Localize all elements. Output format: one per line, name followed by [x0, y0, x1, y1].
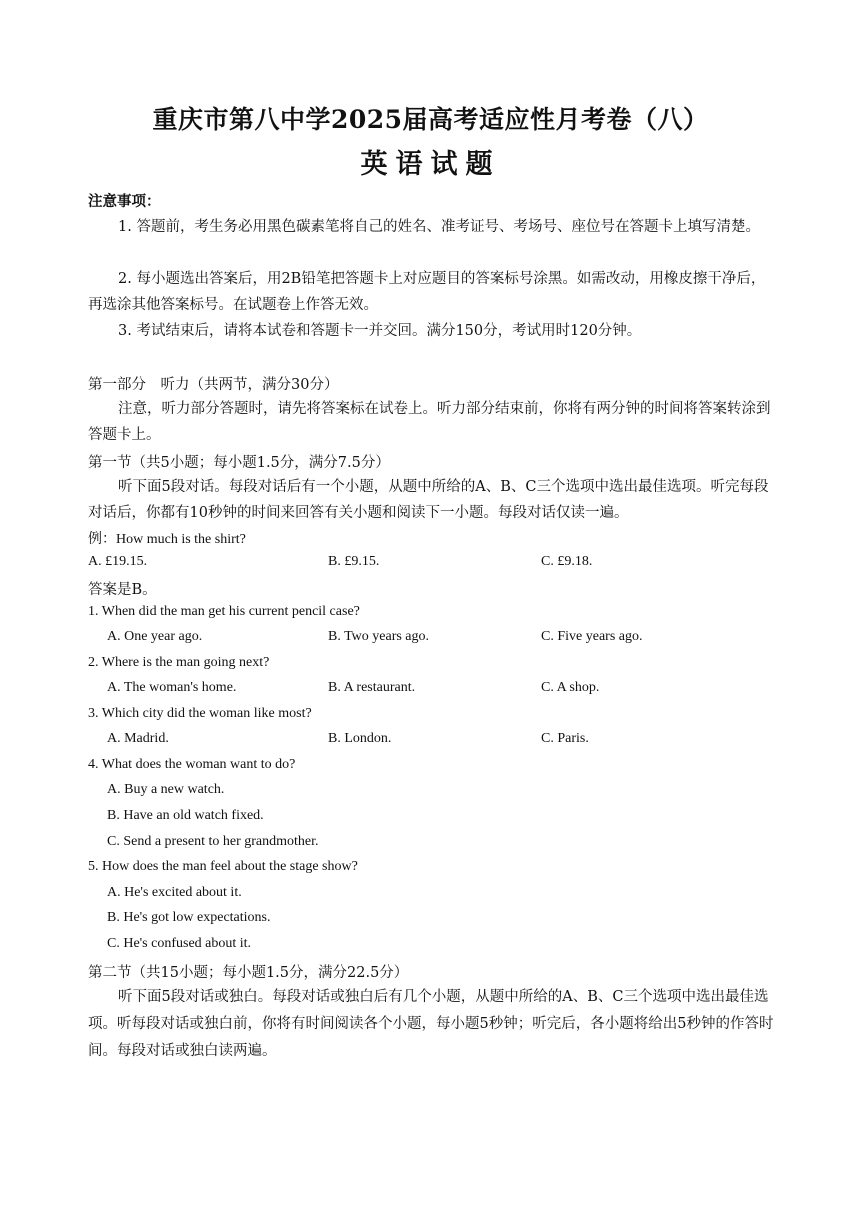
question-4-option-b: B. Have an old watch fixed. [107, 808, 264, 823]
question-3-option-c: C. Paris. [541, 731, 589, 746]
example-question: 例：How much is the shirt? [88, 532, 246, 547]
notice-item-3: 3. 考试结束后，请将本试卷和答题卡一并交回。满分150分，考试用时120分钟。 [118, 323, 642, 339]
section1-instructions: 听下面5段对话。每段对话后有一个小题，从题中所给的A、B、C三个选项中选出最佳选项。听完每段对话后，你都有10秒钟的时间来回答有关小题和阅读下一小题。每段对话仅读一遍。 [88, 479, 769, 521]
question-4: 4. What does the woman want to do? [88, 757, 296, 772]
question-1: 1. When did the man get his current pencil case? [88, 604, 360, 619]
example-answer: 答案是B。 [88, 582, 157, 598]
question-5-option-c: C. He's confused about it. [107, 936, 252, 951]
page-subtitle: 英语试题 [360, 149, 501, 180]
question-4-option-c: C. Send a present to her grandmother. [107, 834, 319, 849]
page-title: 重庆市第八中学2025届高考适应性月考卷（八） [152, 105, 709, 134]
part1-note: 注意，听力部分答题时，请先将答案标在试卷上。听力部分结束前，你将有两分钟的时间将答案转涂到答题卡上。 [88, 401, 771, 443]
notice-item-2: 2. 每小题选出答案后，用2B铅笔把答题卡上对应题目的答案标号涂黑。如需改动，用橡皮擦干净后，再选涂其他答案标号。在试题卷上作答无效。 [88, 271, 766, 313]
example-option-c: C. £9.18. [541, 554, 593, 569]
question-3-option-b: B. London. [328, 731, 392, 746]
question-5-option-b: B. He's got low expectations. [107, 910, 271, 925]
question-1-option-a: A. One year ago. [107, 629, 203, 644]
example-option-b: B. £9.15. [328, 554, 380, 569]
question-5-option-a: A. He's excited about it. [107, 885, 242, 900]
section1-heading: 第一节（共5小题；每小题1.5分，满分7.5分） [88, 455, 390, 471]
question-1-option-c: C. Five years ago. [541, 629, 643, 644]
question-3: 3. Which city did the woman like most? [88, 706, 312, 721]
question-4-option-a: A. Buy a new watch. [107, 782, 225, 797]
section2-heading: 第二节（共15小题；每小题1.5分，满分22.5分） [88, 965, 409, 981]
section2-instructions: 听下面5段对话或独白。每段对话或独白后有几个小题，从题中所给的A、B、C三个选项中选出最佳选项。听每段对话或独白前，你将有时间阅读各个小题，每小题5秒钟；听完后，各小题将给出5秒钟的作答时间。每段对话或独白读两遍。 [88, 989, 774, 1059]
question-2-option-b: B. A restaurant. [328, 680, 416, 695]
part1-heading: 第一部分 听力（共两节，满分30分） [88, 377, 339, 393]
notice-item-1: 1. 答题前，考生务必用黑色碳素笔将自己的姓名、准考证号、考场号、座位号在答题卡上填写清楚。 [118, 219, 760, 235]
question-5: 5. How does the man feel about the stage show? [88, 859, 358, 874]
example-option-a: A. £19.15. [88, 554, 148, 569]
question-2-option-a: A. The woman's home. [107, 680, 237, 695]
question-2-option-c: C. A shop. [541, 680, 600, 695]
notice-heading: 注意事项： [88, 193, 161, 210]
question-3-option-a: A. Madrid. [107, 731, 169, 746]
question-1-option-b: B. Two years ago. [328, 629, 430, 644]
question-2: 2. Where is the man going next? [88, 655, 270, 670]
